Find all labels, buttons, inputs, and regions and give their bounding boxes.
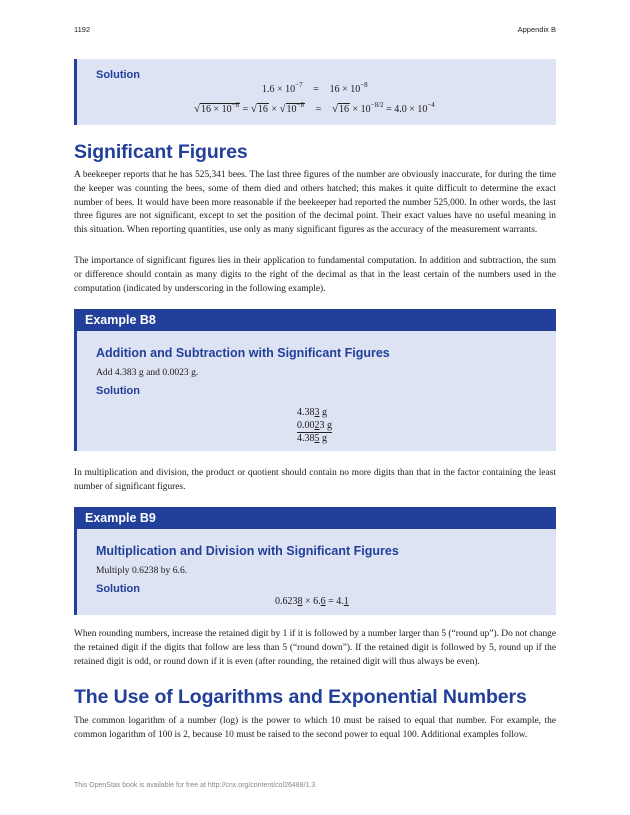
eq2-result: = 4.0 × 10 [386,104,428,115]
equation-1 [262,81,368,95]
radical-icon: √ [194,103,201,115]
paragraph: When rounding numbers, increase the retained digit by 1 if it is followed by a number larger than 5 (“round up”). Do not change the retained digit if the digits that follow are less than 5 (“round down”). If the retained digit is followed by 5, round up if the retained digit is odd, or round down if it is even (after rounding, the retained digit will thus always be even). [74,629,556,667]
eq1-lhs: 1.6 × 10 [262,84,296,95]
eq2-equals-2: = [315,104,322,115]
example-b8-label: Example B8 [74,309,556,331]
eq2-b2-exp: −8 [296,101,304,109]
multiplication-work: 0.6238 × 6.6 = 4.1 [275,596,349,607]
example-b9-label: Example B9 [74,507,556,529]
example-b8-title: Addition and Subtraction with Significant Figures [96,346,390,360]
solution-label: Solution [96,69,140,81]
eq2-radicand-exp: −8 [231,101,240,109]
section-heading-logarithms: The Use of Logarithms and Exponential Numbers [74,686,527,708]
running-header: Appendix B [517,25,556,34]
top-solution-box [74,59,556,125]
example-b9-title: Multiplication and Division with Significant Figures [96,544,399,558]
example-b8-solution-label: Solution [96,385,140,397]
eq1-lhs-exp: −7 [295,81,303,89]
radical-icon: √ [279,103,286,115]
eq1-rhs-exp: −8 [360,81,368,89]
example-b9-box [74,507,556,615]
section-heading-significant-figures: Significant Figures [74,141,248,163]
paragraph: In multiplication and division, the product or quotient should contain no more digits than that in the factor containing the least number of significant figures. [74,468,556,492]
eq2-c2: × 10 [352,104,371,115]
addition-line-2: 0.0023 g [297,420,332,434]
eq1-rhs: 16 × 10 [329,84,361,95]
eq2-b1: 16 [257,104,268,115]
eq2-b2: 10 [286,104,297,115]
eq2-result-exp: −4 [427,101,435,109]
example-b8-box [74,309,556,451]
paragraph: The common logarithm of a number (log) is the power to which 10 must be raised to equal that number. For example, the common logarithm of 100 is 2, because 10 must be raised to the second power to equal 100. Additional examples follow. [74,716,556,740]
radical-icon: √ [331,103,339,115]
paragraph: A beekeeper reports that he has 525,341 bees. The last three figures of the number are obviously inaccurate, for during the time the keeper was counting the bees, some of them died and others hatched; this makes it quite difficult to determine the exact number of bees. It would have been more reasonable if the beekeeper had reported the number 525,000. In other words, the last three figures are not significant, except to set the position of the decimal point. Their exact values have no useful meaning in this situation. When reporting quantities, use only as many significant figures as the accuracy of the measurement warrants. [74,170,556,236]
addition-work [297,407,332,446]
example-b9-solution-label: Solution [96,583,140,595]
radical-icon: √ [250,103,257,115]
addition-line-3: 4.385 g [297,433,327,444]
eq1-equals: = [313,84,319,95]
equation-2: $√16 \times 10^{-8} = √16 \times √10^{-8} = √16 \times 10^{-8/2} = 4.0 \times 10^{-4}$ [194,101,435,115]
eq2-radicand: 16 × 10 [201,104,232,115]
example-b9-prompt: Multiply 0.6238 by 6.6. [96,565,188,576]
footer-note: This OpenStax book is available for free at http://cnx.org/content/col26488/1.3 [74,782,316,789]
eq2-c1: 16 [339,104,350,115]
eq2-c-exp: −8/2 [370,101,384,109]
eq2-equals-1: = [242,104,249,115]
paragraph: The importance of significant figures lies in their application to fundamental computation. In addition and subtraction, the sum or difference should contain as many digits to the right of the decimal as that in the least certain of the numbers used in the computation (indicated by underscoring in the following example). [74,256,556,294]
page-number: 1192 [74,25,91,34]
example-b8-prompt: Add 4.383 g and 0.0023 g. [96,367,199,378]
addition-line-1: 4.383 g [297,407,327,418]
